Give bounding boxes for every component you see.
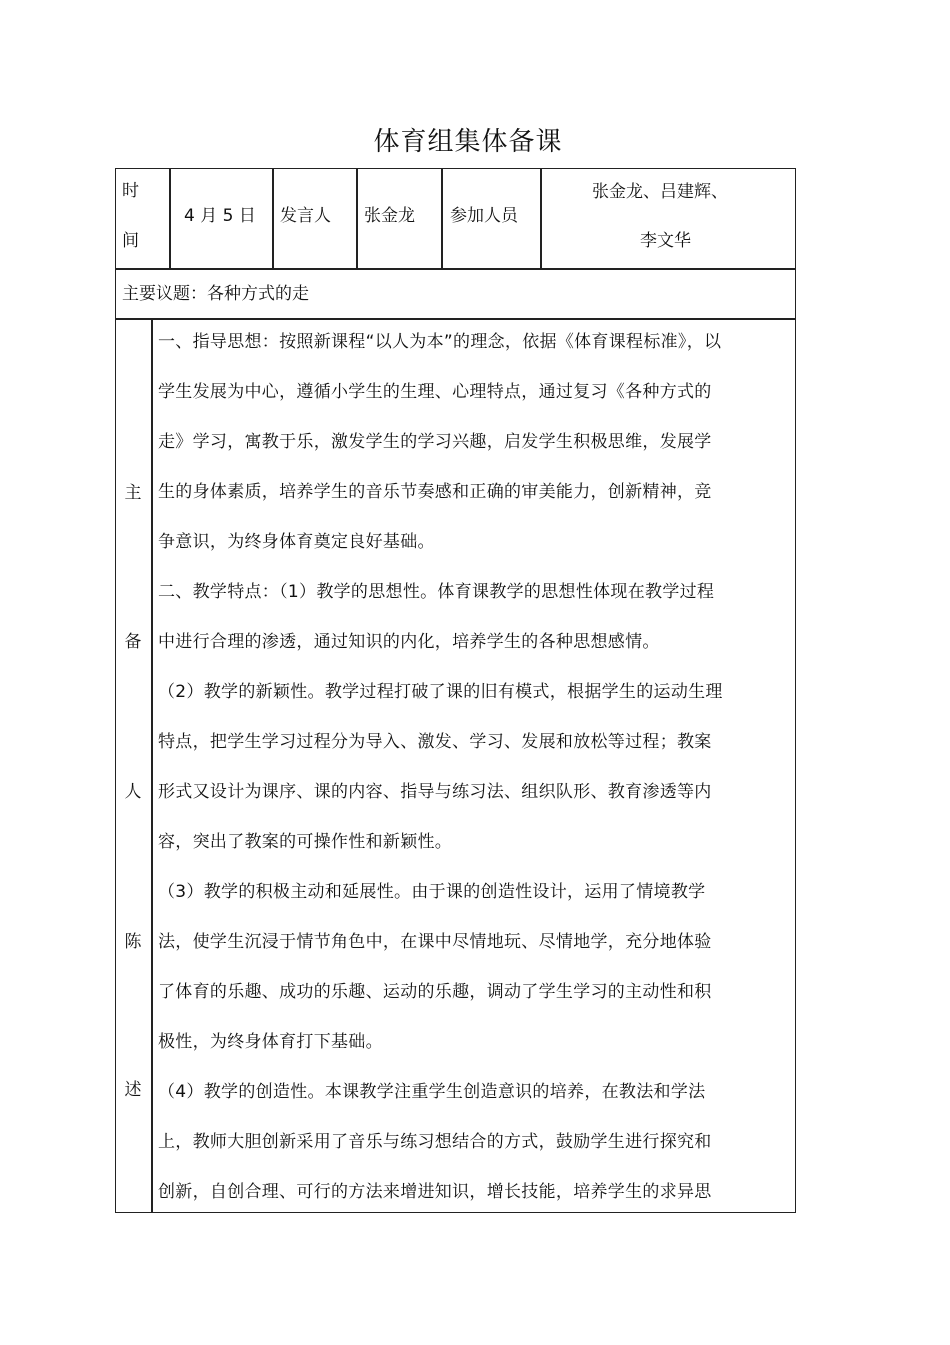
body-line: 法，使学生沉浸于情节角色中，在课中尽情地玩、尽情地学，充分地体验 [158, 932, 712, 952]
body-line: 二、教学特点：（1）教学的思想性。体育课教学的思想性体现在教学过程 [158, 582, 715, 602]
side-label-char: 主 [124, 483, 142, 503]
body-line: 上，教师大胆创新采用了音乐与练习想结合的方式，鼓励学生进行探究和 [158, 1132, 712, 1152]
body-line: 一、指导思想：按照新课程“以人为本”的理念，依据《体育课程标准》，以 [158, 332, 722, 352]
body-line: （3）教学的积极主动和延展性。由于课的创造性设计，运用了情境教学 [158, 882, 706, 902]
body-line: （2）教学的新颖性。教学过程打破了课的旧有模式，根据学生的运动生理 [158, 682, 723, 702]
body-line: 争意识，为终身体育奠定良好基础。 [158, 532, 435, 552]
row-divider-topic [115, 318, 796, 320]
side-label-char: 人 [124, 782, 142, 802]
body-line: 极性，为终身体育打下基础。 [158, 1032, 383, 1052]
main-topic: 主要议题：各种方式的走 [122, 284, 309, 304]
participants-line-1: 张金龙、吕建辉、 [592, 182, 728, 202]
row-divider-header [115, 268, 796, 270]
time-label-bottom: 间 [122, 231, 139, 251]
body-line: 中进行合理的渗透，通过知识的内化，培养学生的各种思想感情。 [158, 632, 660, 652]
speaker-label: 发言人 [280, 206, 331, 226]
col-divider-4 [441, 168, 443, 269]
body-line: （4）教学的创造性。本课教学注重学生创造意识的培养，在教法和学法 [158, 1082, 706, 1102]
body-side-divider [151, 318, 153, 1213]
body-line: 特点，把学生学习过程分为导入、激发、学习、发展和放松等过程；教案 [158, 732, 712, 752]
body-line: 形式又设计为课序、课的内容、指导与练习法、组织队形、教育渗透等内 [158, 782, 712, 802]
col-divider-3 [356, 168, 358, 269]
participants-line-2: 李文华 [640, 231, 691, 251]
side-label-char: 述 [124, 1080, 142, 1100]
side-label-char: 备 [124, 632, 142, 652]
speaker-name: 张金龙 [364, 206, 415, 226]
participants-label: 参加人员 [450, 206, 518, 226]
date-value: 4 月 5 日 [184, 206, 256, 226]
body-line: 容，突出了教案的可操作性和新颖性。 [158, 832, 453, 852]
col-divider-1 [169, 168, 171, 269]
time-label-top: 时 [122, 181, 139, 201]
body-line: 学生发展为中心，遵循小学生的生理、心理特点，通过复习《各种方式的 [158, 382, 712, 402]
side-label-char: 陈 [124, 932, 142, 952]
body-line: 了体育的乐趣、成功的乐趣、运动的乐趣，调动了学生学习的主动性和积 [158, 982, 712, 1002]
document-title: 体育组集体备课 [373, 127, 563, 157]
body-line: 创新，自创合理、可行的方法来增进知识，增长技能，培养学生的求异思 [158, 1182, 712, 1202]
body-line: 走》学习，寓教于乐，激发学生的学习兴趣，启发学生积极思维，发展学 [158, 432, 712, 452]
col-divider-5 [540, 168, 542, 269]
body-line: 生的身体素质，培养学生的音乐节奏感和正确的审美能力，创新精神，竞 [158, 482, 712, 502]
col-divider-2 [272, 168, 274, 269]
